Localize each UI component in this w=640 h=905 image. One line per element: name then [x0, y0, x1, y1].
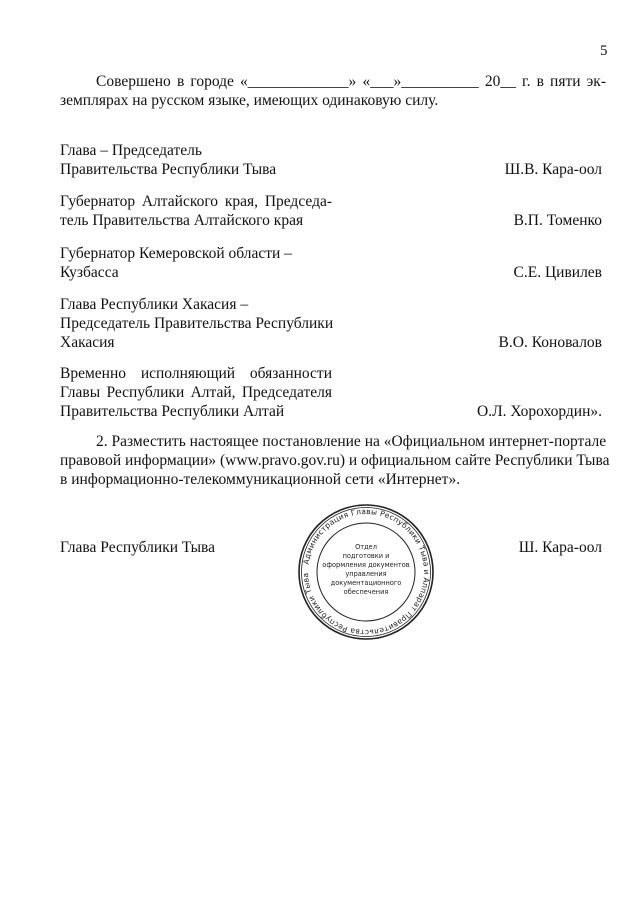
publication-paragraph	[60, 432, 610, 489]
paragraph-line: правовой информации» (www.pravo.gov.ru) и официальном сайте Республики Тыва	[60, 452, 610, 469]
stamp-inner-line: документационного	[330, 579, 402, 587]
stamp-inner-line: обеспечения	[343, 588, 389, 596]
signatory-position	[60, 141, 332, 179]
signatory-position	[60, 364, 332, 421]
position-line: Председатель Правительства Республики	[60, 315, 334, 332]
stamp-inner-line: управления	[345, 570, 387, 578]
signatory-name: В.О. Коновалов	[498, 334, 602, 351]
signatory-name: О.Л. Хорохордин».	[477, 403, 602, 420]
paragraph-line: Совершено в городе «_____________» «___»__________ 20__ г. в пяти эк-	[96, 73, 606, 90]
signatory-name: В.П. Томенко	[513, 212, 602, 229]
stamp-inner-line: Отдел	[355, 543, 377, 551]
position-line: Временно исполняющий обязанности	[60, 365, 332, 382]
position-line: Глава Республики Хакасия –	[60, 296, 249, 313]
paragraph-line: земплярах на русском языке, имеющих одинаковую силу.	[60, 92, 439, 109]
signatory-position	[60, 244, 332, 282]
paragraph-line: 2. Разместить настоящее постановление на «Официальном интернет-портале	[96, 433, 607, 450]
signatory-position	[60, 192, 332, 230]
stamp-outer-text: Администрация Главы Республики Тыва и Аппарат Правительства Республики Тыва	[300, 506, 432, 638]
stamp-inner-line: подготовки и	[342, 552, 390, 560]
position-line: Глава – Председатель	[60, 142, 202, 159]
final-signature-name: Ш. Кара-оол	[518, 539, 602, 556]
position-line: Губернатор Кемеровской области –	[60, 245, 292, 262]
paragraph-line: в информационно-телекоммуникационной сети «Интернет».	[60, 471, 461, 488]
position-line: Кузбасса	[60, 264, 119, 281]
signatory-name: Ш.В. Кара-оол	[504, 161, 602, 178]
signatory-position	[60, 295, 332, 352]
concluding-paragraph	[60, 72, 606, 110]
official-stamp	[296, 502, 436, 642]
position-line: тель Правительства Алтайского края	[60, 212, 304, 229]
position-line: Главы Республики Алтай, Председателя	[60, 384, 332, 401]
signatory-name: С.Е. Цивилев	[513, 264, 602, 281]
position-line: Хакасия	[60, 334, 115, 351]
position-line: Правительства Республики Алтай	[60, 403, 285, 420]
final-signature-position: Глава Республики Тыва	[60, 539, 216, 556]
stamp-inner-line: оформления документов	[322, 561, 410, 569]
position-line: Губернатор Алтайского края, Председа-	[60, 193, 332, 210]
page-number: 5	[600, 43, 608, 59]
position-line: Правительства Республики Тыва	[60, 161, 277, 178]
